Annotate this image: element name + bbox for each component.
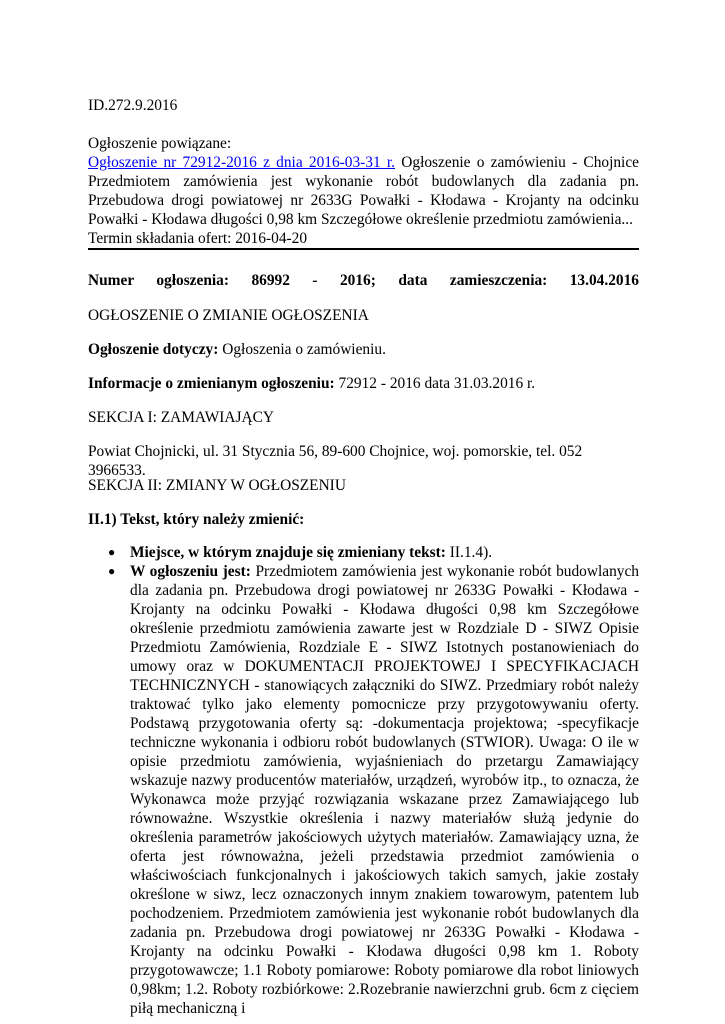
section-2-subtitle: II.1) Tekst, który należy zmienić:	[88, 511, 305, 528]
list-item	[88, 543, 639, 562]
notice-concerns	[88, 340, 639, 359]
bullet-icon: ●	[108, 564, 116, 578]
horizontal-divider	[88, 248, 639, 250]
related-notice-block	[88, 153, 639, 248]
notice-number-line: Numer ogłoszenia: 86992 - 2016; data zamieszczenia: 13.04.2016	[88, 272, 639, 289]
notice-type-title: OGŁOSZENIE O ZMIANIE OGŁOSZENIA	[88, 307, 369, 324]
list-item	[88, 562, 639, 1018]
notice-concerns-value: Ogłoszenia o zamówieniu.	[222, 341, 386, 358]
change-location-label: Miejsce, w którym znajduje się zmieniany tekst:	[130, 544, 446, 561]
bullet-icon: ●	[108, 545, 116, 559]
section-2-title: SEKCJA II: ZMIANY W OGŁOSZENIU	[88, 477, 346, 494]
changes-list	[88, 543, 639, 1018]
changed-notice-info-label: Informacje o zmienianym ogłoszeniu:	[88, 375, 335, 392]
current-text-value: Przedmiotem zamówienia jest wykonanie robót budowlanych dla zadania pn. Przebudowa drogi powiatowej nr 2633G Powałki - Kłodawa - Krojanty na odcinku Powałki - Kłodawa długości 0,98 km Szczegółowe określenie przedmiotu zamówienia zawarte jest w Rozdziale D - SIWZ Opisie Przedmiotu Zamówienia, Rozdziale E - SIWZ Istotnych postanowieniach do umowy oraz w DOKUMENTACJI PROJEKTOWEJ I SPECYFIKACJACH TECHNICZNYCH - stanowiących załączniki do SIWZ. Przedmiary robót należy traktować tylko jako elementy pomocnicze przy przygotowywaniu oferty. Podstawą przygotowania oferty są: -dokumentacja projektowa; -specyfikacje techniczne wykonania i odbioru robót budowlanych (STWIOR). Uwaga: O ile w opisie przedmiotu zamówienia, wyjaśnieniach do przetargu Zamawiający wskazuje nazwy producentów materiałów, urządzeń, wyrobów itp., to oznacza, że Wykonawca może przyjąć rozwiązania wskazane przez Zamawiającego lub równoważne. Wszystkie określenia i nazwy materiałów służą jedynie do określenia parametrów jakościowych użytych materiałów. Zamawiający uzna, że oferta jest równoważna, jeżeli przedstawia przedmiot zamówienia o właściwościach funkcjonalnych i jakościowych takich samych, jakie zostały określone w siwz, lecz oznaczonych innym znakiem towarowym, patentem lub pochodzeniem. Przedmiotem zamówienia jest wykonanie robót budowlanych dla zadania pn. Przebudowa drogi powiatowej nr 2633G Powałki - Kłodawa - Krojanty na odcinku Powałki - Kłodawa długości 0,98 km 1. Roboty przygotowawcze; 1.1 Roboty pomiarowe: Roboty pomiarowe dla robot liniowych 0,98km; 1.2. Roboty rozbiórkowe: 2.Rozebranie nawierzchni grub. 6cm z cięciem piłą mechaniczną i	[130, 563, 639, 1017]
related-notice-heading: Ogłoszenie powiązane:	[88, 135, 232, 152]
change-location-value: II.1.4).	[449, 544, 493, 561]
section-1-title: SEKCJA I: ZAMAWIAJĄCY	[88, 409, 275, 426]
related-notice-link[interactable]: Ogłoszenie nr 72912-2016 z dnia 2016-03-31 r.	[88, 154, 396, 171]
contracting-authority-address: Powiat Chojnicki, ul. 31 Stycznia 56, 89-600 Chojnice, woj. pomorskie, tel. 052 3966533.	[88, 443, 583, 479]
changed-notice-info-value: 72912 - 2016 data 31.03.2016 r.	[338, 375, 536, 392]
notice-concerns-label: Ogłoszenie dotyczy:	[88, 341, 219, 358]
related-notice-description: Ogłoszenie o zamówieniu - Chojnice Przedmiotem zamówienia jest wykonanie robót budowlanych dla zadania pn. Przebudowa drogi powiatowej nr 2633G Powałki - Kłodawa - Krojanty na odcinku Powałki - Kłodawa długości 0,98 km Szczegółowe określenie przedmiotu zamówienia...	[88, 154, 639, 228]
changed-notice-info	[88, 374, 639, 393]
current-text-label: W ogłoszeniu jest:	[130, 563, 251, 580]
document-id: ID.272.9.2016	[88, 97, 178, 114]
related-notice-deadline: Termin składania ofert: 2016-04-20	[88, 230, 308, 247]
